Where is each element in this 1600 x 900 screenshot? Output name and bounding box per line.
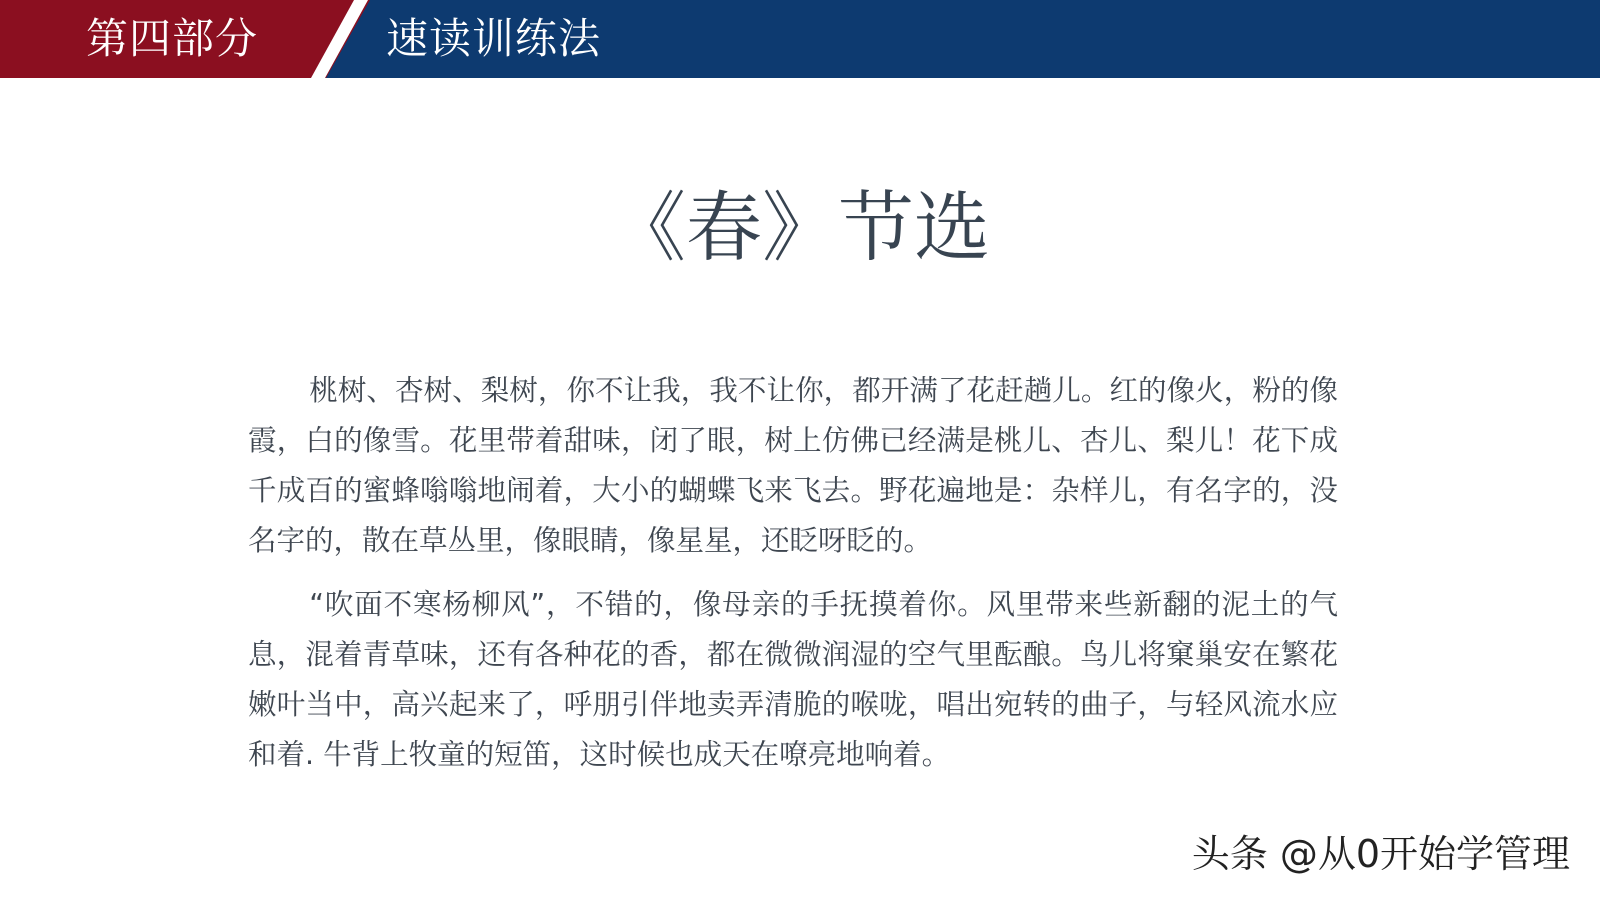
passage-paragraph-1: 桃树、杏树、梨树，你不让我，我不让你，都开满了花赶趟儿。红的像火，粉的像霞，白的像雪。花里带着甜味，闭了眼，树上仿佛已经满是桃儿、杏儿、梨儿！花下成千成百的蜜蜂嗡嗡地闹着，大小的蝴蝶飞来飞去。野花遍地是：杂样儿，有名字的，没名字的，散在草丛里，像眼睛，像星星，还眨呀眨的。: [248, 374, 1338, 557]
reading-passage: [248, 366, 1338, 794]
passage-paragraph-2: “吹面不寒杨柳风”，不错的，像母亲的手抚摸着你。风里带来些新翻的泥土的气息，混着青草味，还有各种花的香，都在微微润湿的空气里酝酿。鸟儿将窠巢安在繁花嫩叶当中，高兴起来了，呼朋引伴地卖弄清脆的喉咙，唱出宛转的曲子，与轻风流水应和着. 牛背上牧童的短笛，这时候也成天在嘹亮地响着。: [248, 588, 1338, 771]
section-title: 速读训练法: [386, 14, 602, 63]
section-label: 第四部分: [86, 14, 259, 63]
page-title: 《春》节选: [610, 183, 990, 272]
source-watermark: 头条 @从0开始学管理: [1191, 832, 1570, 876]
